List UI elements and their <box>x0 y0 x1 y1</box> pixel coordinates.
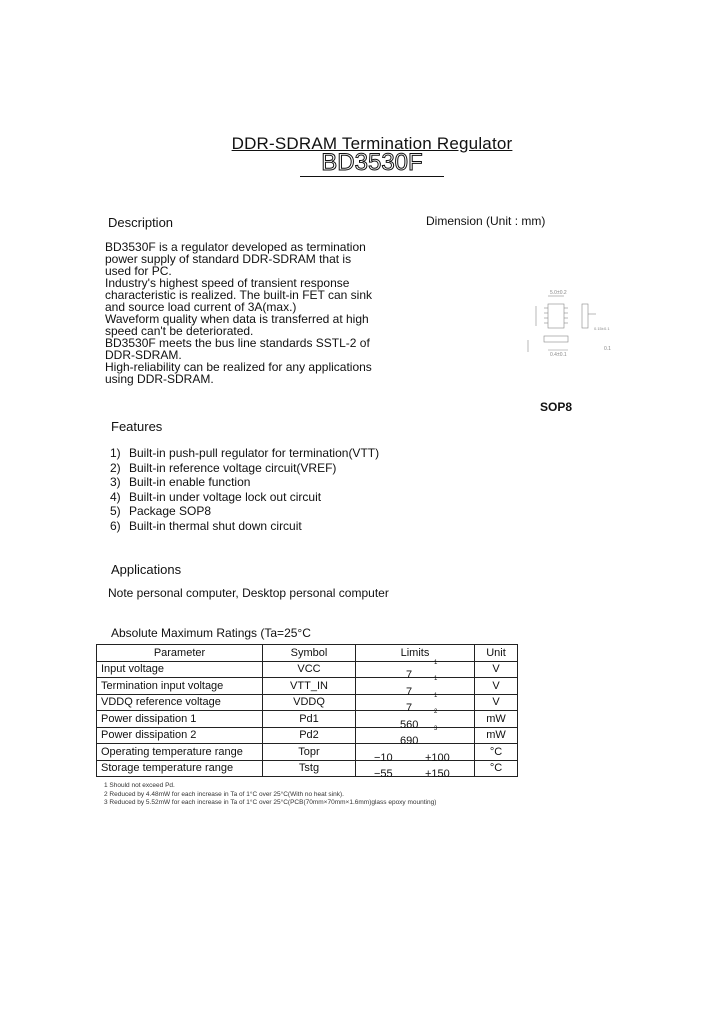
note-ref: 1 <box>434 676 438 682</box>
package-label: SOP8 <box>540 400 573 414</box>
description-line: BD3530F is a regulator developed as termination <box>105 240 366 254</box>
param-cell: Input voltage <box>97 661 263 678</box>
footnote: 1 Should not exceed Pd. <box>104 782 175 789</box>
table-footnotes <box>104 782 436 808</box>
description-line: BD3530F meets the bus line standards SSTL-2 of <box>105 336 370 350</box>
limit-max: +150 <box>425 768 450 781</box>
list-item <box>110 519 379 534</box>
description-line: and source load current of 3A(max.) <box>105 300 297 314</box>
table-row <box>97 727 518 744</box>
description-text <box>105 241 385 385</box>
unit-cell: °C <box>475 744 518 761</box>
dim-label: 0.15±0.1 <box>594 326 610 331</box>
table-row <box>97 711 518 728</box>
description-line: power supply of standard DDR-SDRAM that is <box>105 252 352 266</box>
limit-value: 7 <box>406 685 413 698</box>
limit-value: 560 <box>400 718 419 731</box>
unit-cell: mW <box>475 711 518 728</box>
description-line: characteristic is realized. The built-in FET can sink <box>105 288 372 302</box>
symbol-cell: Pd2 <box>263 727 356 744</box>
dimension-heading: Dimension (Unit : mm) <box>426 214 546 228</box>
unit-cell: V <box>475 694 518 711</box>
description-line: using DDR-SDRAM. <box>105 372 214 386</box>
limit-max: +100 <box>425 751 450 764</box>
param-cell: Storage temperature range <box>97 760 263 777</box>
unit-cell: V <box>475 661 518 678</box>
item-text: Built-in under voltage lock out circuit <box>129 489 322 504</box>
table-row <box>97 678 518 695</box>
limit-cell <box>356 692 475 715</box>
table-header-row <box>97 645 518 662</box>
item-text: Built-in reference voltage circuit(VREF) <box>129 460 337 475</box>
description-line: speed can't be deteriorated. <box>105 324 254 338</box>
item-number: 4) <box>110 489 121 504</box>
unit-cell: mW <box>475 727 518 744</box>
features-list <box>110 446 379 533</box>
list-item <box>110 475 379 490</box>
item-text: Package SOP8 <box>129 504 212 518</box>
dim-label: 5.0±0.2 <box>550 290 567 296</box>
list-item <box>110 461 379 476</box>
applications-heading: Applications <box>111 562 182 577</box>
list-item <box>110 504 379 519</box>
applications-text: Note personal computer, Desktop personal computer <box>108 586 389 600</box>
param-cell: Operating temperature range <box>97 744 263 761</box>
list-item <box>110 446 379 461</box>
symbol-cell: VDDQ <box>263 694 356 711</box>
dim-label: 0.1 <box>604 346 611 352</box>
param-cell: Power dissipation 1 <box>97 711 263 728</box>
description-line: DDR-SDRAM. <box>105 348 182 362</box>
unit-cell: V <box>475 678 518 695</box>
limit-cell <box>356 659 475 682</box>
description-line: Waveform quality when data is transferred at high <box>105 312 369 326</box>
item-text: Built-in push-pull regulator for termination(VTT) <box>129 446 380 460</box>
symbol-cell: Pd1 <box>263 711 356 728</box>
item-number: 3) <box>110 475 121 489</box>
description-line: used for PC. <box>105 264 172 278</box>
column-header: Unit <box>475 645 518 662</box>
limit-value: 7 <box>406 669 413 682</box>
limit-min: −55 <box>374 768 393 781</box>
symbol-cell: VCC <box>263 661 356 678</box>
limit-cell <box>356 676 475 698</box>
limit-value: 690 <box>400 735 419 748</box>
document-title: DDR-SDRAM Termination Regulator <box>231 134 513 153</box>
ratings-heading: Absolute Maximum Ratings (Ta=25°C <box>111 626 311 640</box>
note-ref: 1 <box>434 692 438 699</box>
table-row <box>97 694 518 711</box>
column-header: Symbol <box>263 645 356 662</box>
dim-label: 0.4±0.1 <box>550 352 567 358</box>
unit-cell: °C <box>475 760 518 777</box>
note-ref: 3 <box>434 725 438 732</box>
list-item <box>110 490 379 505</box>
part-number: BD3530F <box>300 150 444 177</box>
symbol-cell: Tstg <box>263 760 356 777</box>
column-header: Limits <box>356 645 475 662</box>
table-row <box>97 760 518 777</box>
param-cell: Termination input voltage <box>97 678 263 695</box>
param-cell: VDDQ reference voltage <box>97 694 263 711</box>
features-heading: Features <box>111 419 163 434</box>
item-number: 6) <box>110 518 121 533</box>
item-text: Built-in enable function <box>129 475 251 489</box>
footnote: 2 Reduced by 4.48mW for each increase in Ta of 1°C over 25°C(With no heat sink). <box>104 790 344 798</box>
item-number: 1) <box>110 446 121 460</box>
param-cell: Power dissipation 2 <box>97 727 263 744</box>
note-ref: 1 <box>434 659 438 666</box>
description-line: Industry's highest speed of transient response <box>105 276 350 290</box>
note-ref: 2 <box>434 709 438 715</box>
symbol-cell: VTT_IN <box>263 678 356 695</box>
sop8-package-drawing <box>520 284 620 364</box>
item-text: Built-in thermal shut down circuit <box>129 518 302 533</box>
table-row <box>97 744 518 761</box>
item-number: 2) <box>110 460 121 475</box>
ratings-table <box>96 644 518 781</box>
footnote: 3 Reduced by 5.52mW for each increase in Ta of 1°C over 25°C(PCB(70mm×70mm×1.6mm)glass epoxy mounting) <box>104 799 437 806</box>
limit-cell <box>356 709 475 731</box>
item-number: 5) <box>110 504 121 518</box>
symbol-cell: Topr <box>263 744 356 761</box>
limit-cell <box>356 760 475 781</box>
description-heading: Description <box>108 215 174 230</box>
limit-cell <box>356 744 475 764</box>
table-row <box>97 661 518 678</box>
limit-min: −10 <box>374 751 393 764</box>
limit-value: 7 <box>406 702 413 715</box>
limit-cell <box>356 725 475 748</box>
description-line: High-reliability can be realized for any applications <box>105 360 372 374</box>
column-header: Parameter <box>97 645 263 662</box>
